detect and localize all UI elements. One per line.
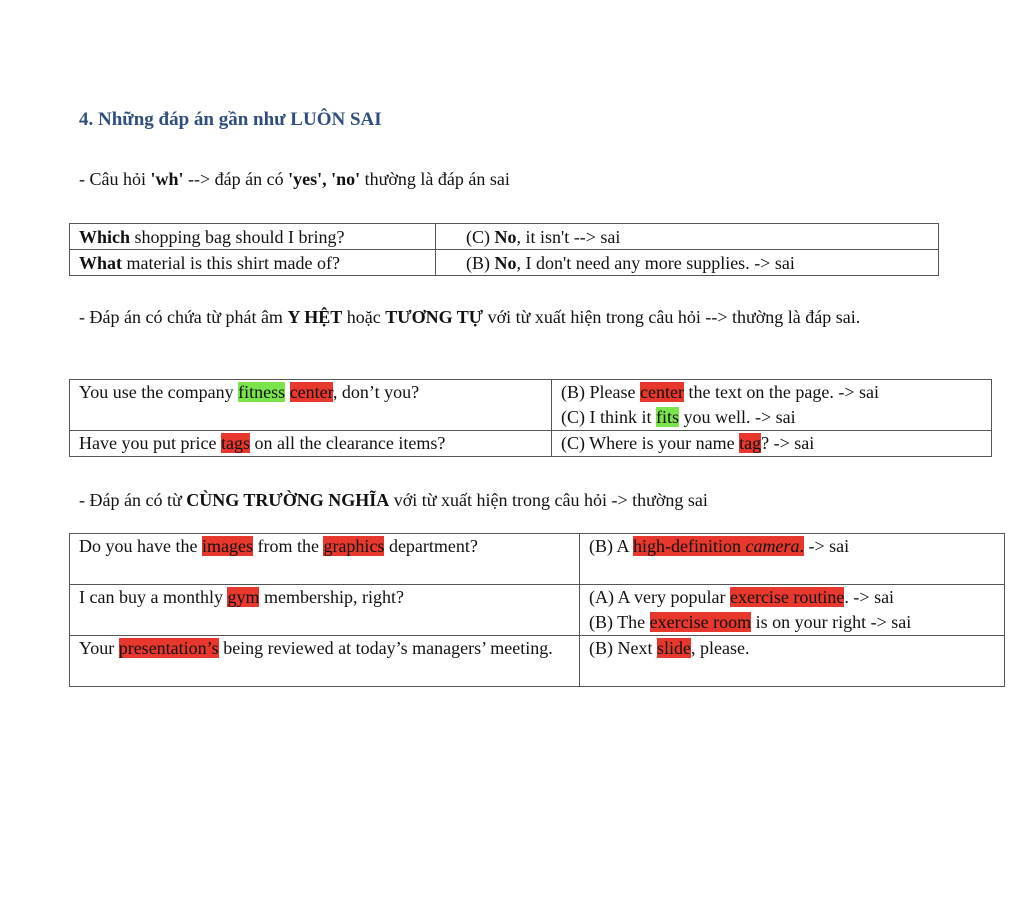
section-heading: 4. Những đáp án gần như LUÔN SAI: [79, 109, 382, 130]
answer-cell: [580, 585, 1005, 636]
rule-similar-sound: [79, 304, 1004, 331]
text: the text on the page. -> sai: [683, 382, 880, 402]
text: membership, right?: [259, 587, 404, 607]
text: is on your right -> sai: [751, 612, 912, 632]
answer-line: [561, 380, 991, 405]
similar-sound-table: [69, 379, 992, 457]
text: , please.: [690, 638, 750, 658]
answer-cell: [436, 224, 939, 250]
rule-same-semantic-field: [79, 487, 708, 514]
highlight-red: center: [639, 382, 684, 402]
highlight-red: gym: [227, 587, 260, 607]
table-row: [70, 585, 1005, 636]
bold-text: No: [494, 227, 517, 247]
answer-line: [589, 610, 1004, 635]
highlight-red: tags: [220, 433, 250, 453]
rule-wh-question: [79, 166, 510, 193]
text: [285, 382, 290, 402]
italic-text: camera: [745, 536, 800, 556]
bold-text: 'wh': [150, 169, 184, 189]
highlight-red: graphics: [323, 536, 385, 556]
text: Do you have the: [79, 536, 202, 556]
text: You use the company: [79, 382, 239, 402]
text: - Đáp án có từ: [79, 490, 187, 510]
text: material is this shirt made of?: [122, 253, 340, 273]
text: (C): [466, 227, 495, 247]
question-cell: [70, 431, 552, 457]
text: (C) I think it: [561, 407, 656, 427]
wh-examples-table: [69, 223, 939, 276]
text: on all the clearance items?: [249, 433, 446, 453]
table-row: [70, 250, 939, 276]
answer-cell: [580, 534, 1005, 585]
text: Your: [79, 638, 119, 658]
semantic-field-table: [69, 533, 1005, 687]
text: (B): [466, 253, 495, 273]
text: (C) Where is your name: [561, 433, 740, 453]
text: shopping bag should I bring?: [130, 227, 345, 247]
text: thường là đáp án sai: [360, 169, 510, 189]
question-cell: [70, 585, 580, 636]
table-row: [70, 534, 1005, 585]
bold-text: TƯƠNG TỰ: [385, 307, 484, 327]
bold-text: Which: [79, 227, 131, 247]
highlight-red: slide: [656, 638, 691, 658]
text: department?: [384, 536, 478, 556]
highlight-red: exercise room: [649, 612, 752, 632]
table-row: [70, 224, 939, 250]
question-cell: [70, 224, 436, 250]
text: -> sai: [803, 536, 850, 556]
question-cell: [70, 250, 436, 276]
highlight-green: fits: [656, 407, 680, 427]
text: I can buy a monthly: [79, 587, 228, 607]
text: ? -> sai: [761, 433, 815, 453]
answer-cell: [580, 636, 1005, 687]
text: với từ xuất hiện trong câu hỏi --> thường là đáp sai.: [483, 307, 861, 327]
table-row: [70, 380, 992, 431]
highlight-red: images: [201, 536, 253, 556]
bold-text: 'yes', 'no': [288, 169, 361, 189]
answer-cell: [552, 431, 992, 457]
answer-cell: [436, 250, 939, 276]
text: high-definition: [633, 536, 746, 556]
question-cell: [70, 380, 552, 431]
highlight-red: [633, 536, 804, 556]
text: (B) The: [589, 612, 650, 632]
text: với từ xuất hiện trong câu hỏi -> thường sai: [389, 490, 708, 510]
table-row: [70, 636, 1005, 687]
text: . -> sai: [844, 587, 895, 607]
bold-text: Y HỆT: [287, 307, 343, 327]
highlight-red: exercise routine: [729, 587, 845, 607]
text: Have you put price: [79, 433, 221, 453]
highlight-red: presentation’s: [118, 638, 219, 658]
text: - Câu hỏi: [79, 169, 151, 189]
text: , I don't need any more supplies. -> sai: [516, 253, 795, 273]
question-cell: [70, 636, 580, 687]
text: .: [799, 536, 804, 556]
text: (B) Please: [561, 382, 640, 402]
text: (A) A very popular: [589, 587, 730, 607]
table-row: [70, 431, 992, 457]
answer-line: [561, 405, 991, 430]
highlight-red: tag: [739, 433, 762, 453]
text: , it isn't --> sai: [516, 227, 621, 247]
text: being reviewed at today’s managers’ meeting.: [218, 638, 553, 658]
bold-text: CÙNG TRƯỜNG NGHĨA: [186, 490, 390, 510]
answer-cell: [552, 380, 992, 431]
highlight-red: center: [289, 382, 333, 402]
text: , don’t you?: [332, 382, 420, 402]
text: - Đáp án có chứa từ phát âm: [79, 307, 288, 327]
highlight-green: fitness: [238, 382, 286, 402]
bold-text: What: [79, 253, 123, 273]
text: (B) Next: [589, 638, 657, 658]
question-cell: [70, 534, 580, 585]
answer-line: [589, 585, 1004, 610]
text: (B) A: [589, 536, 634, 556]
text: from the: [252, 536, 324, 556]
text: hoặc: [342, 307, 386, 327]
text: you well. -> sai: [679, 407, 796, 427]
text: --> đáp án có: [183, 169, 289, 189]
bold-text: No: [494, 253, 517, 273]
